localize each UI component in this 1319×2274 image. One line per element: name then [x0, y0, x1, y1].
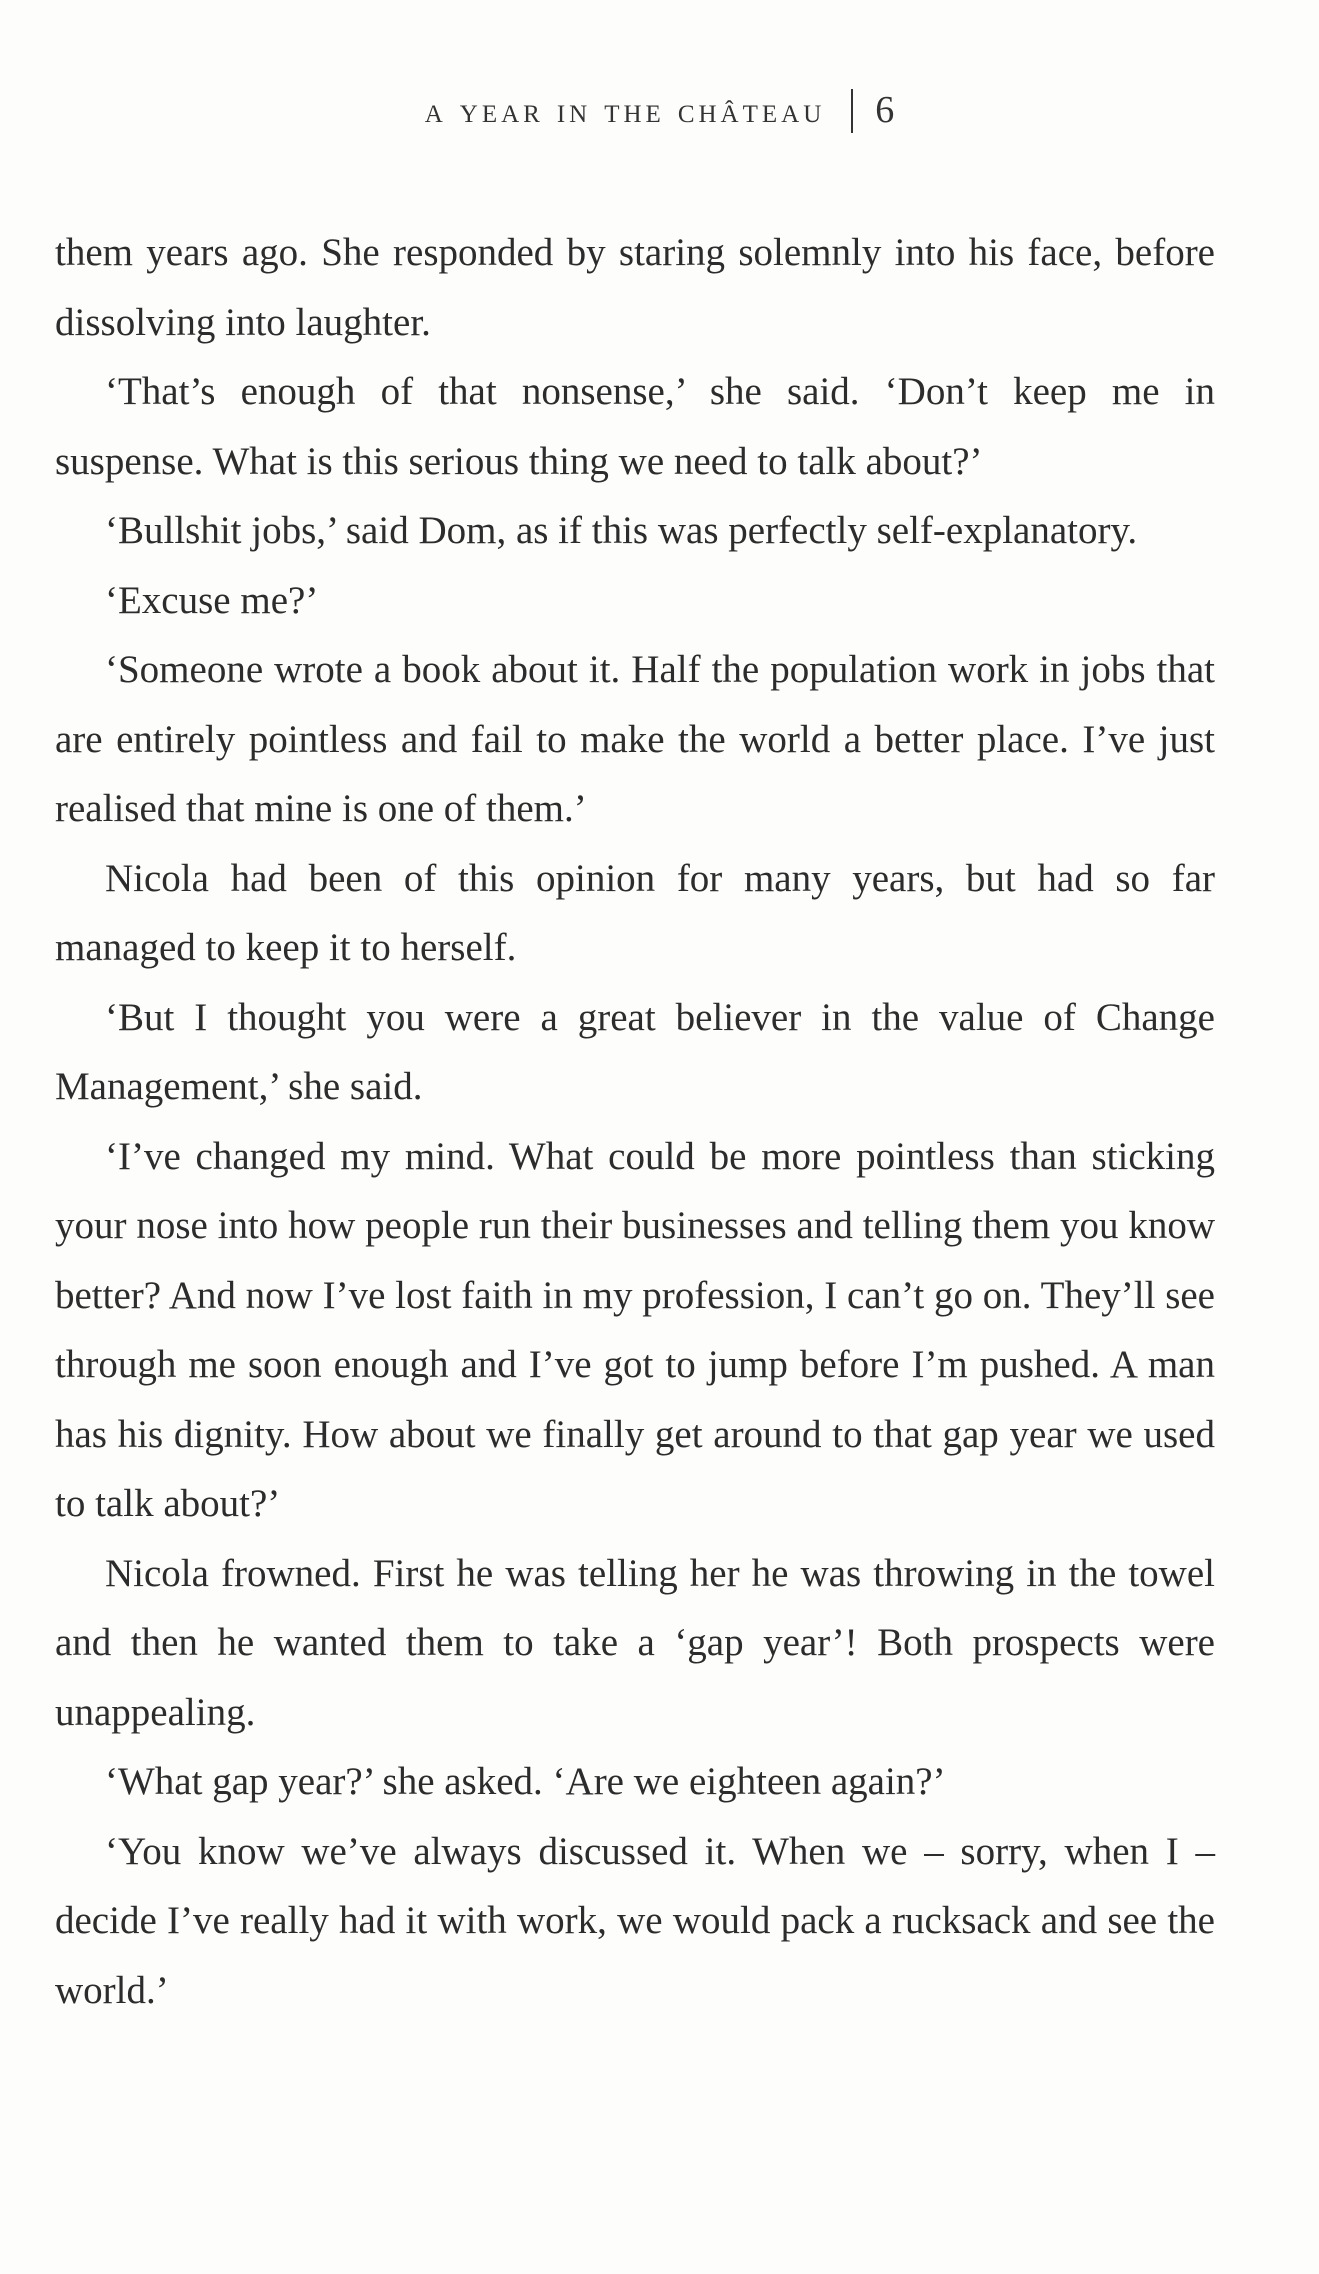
running-head-divider	[851, 89, 853, 133]
running-head	[0, 88, 1319, 137]
paragraph: them years ago. She responded by staring solemnly into his face, before dissolving into laughter.	[55, 231, 1215, 344]
paragraph: Nicola had been of this opinion for many years, but had so far managed to keep it to herself.	[55, 856, 1215, 969]
page-number: 6	[875, 89, 895, 131]
paragraph: ‘Bullshit jobs,’ said Dom, as if this was perfectly self-explanatory.	[105, 509, 1138, 552]
paragraph: ‘I’ve changed my mind. What could be more pointless than sticking your nose into how people run their businesses and telling them you know better? And now I’ve lost faith in my profession, I can’t go on. They’ll see through me soon enough and I’ve got to jump before I’m pushed. A man has his dignity. How about we finally get around to that gap year we used to talk about?’	[55, 1134, 1215, 1525]
running-head-title: a year in the château	[424, 90, 826, 130]
paragraph: ‘But I thought you were a great believer in the value of Change Management,’ she said.	[55, 995, 1215, 1108]
paragraph: Nicola frowned. First he was telling her he was throwing in the towel and then he wanted them to take a ‘gap year’! Both prospects were unappealing.	[55, 1551, 1215, 1734]
paragraph: ‘Excuse me?’	[105, 578, 319, 622]
paragraph: ‘Someone wrote a book about it. Half the population work in jobs that are entirely pointless and fail to make the world a better place. I’ve just realised that mine is one of them.’	[55, 648, 1215, 830]
paragraph: ‘You know we’ve always discussed it. When we – sorry, when I – decide I’ve really had it with work, we would pack a rucksack and see the world.’	[55, 1829, 1215, 2012]
paragraph: ‘What gap year?’ she asked. ‘Are we eighteen again?’	[105, 1760, 946, 1803]
body-text	[55, 218, 1215, 2025]
paragraph: ‘That’s enough of that nonsense,’ she said. ‘Don’t keep me in suspense. What is this serious thing we need to talk about?’	[55, 370, 1215, 483]
